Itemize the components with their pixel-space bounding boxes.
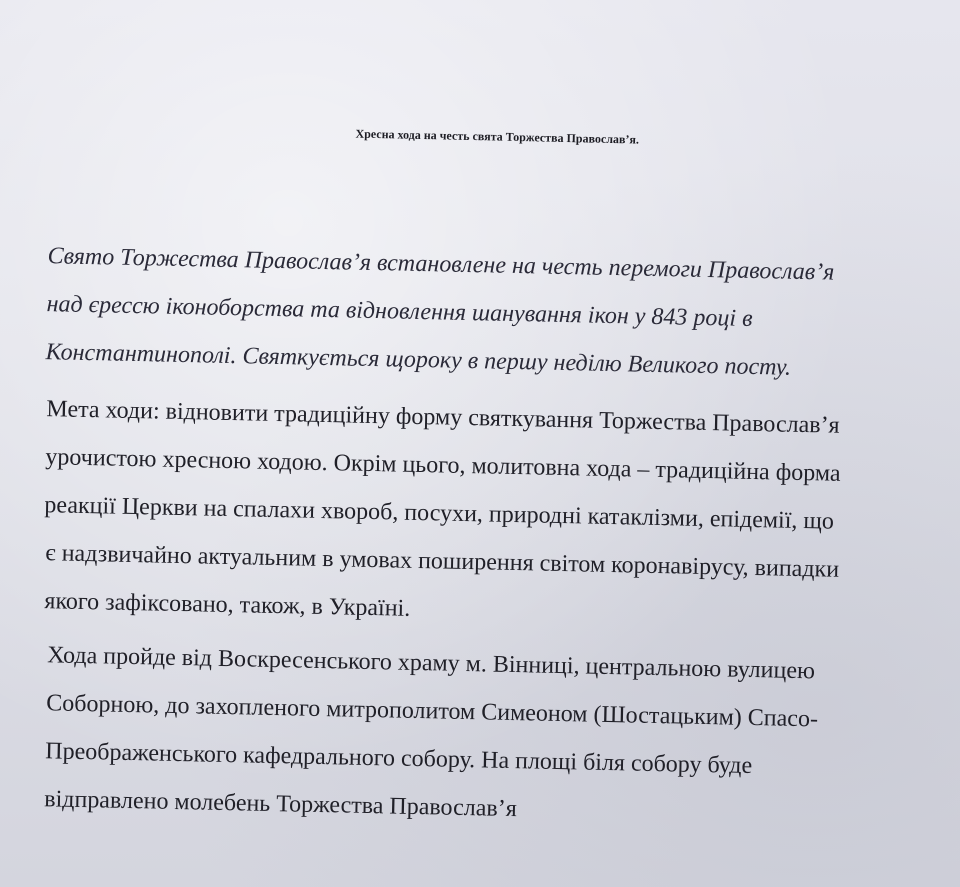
goal-line: є надзвичайно актуальним в умовах поширення світом коронавірусу, випадки <box>45 540 840 583</box>
document-title: Хресна хода на честь свята Торжества Православ’я. <box>355 126 640 147</box>
goal-line: урочистою хресною ходою. Окрім цього, молитовна хода – традиційна форма <box>45 444 841 487</box>
route-line: Соборною, до захопленого митрополитом Симеоном (Шостацьким) Спасо- <box>46 690 819 733</box>
route-line: відправлено молебень Торжества Православ’я <box>44 786 518 823</box>
intro-line: Константинополі. Святкується щороку в першу неділю Великого посту. <box>45 339 792 381</box>
intro-line: над єрессю іконоборства та відновлення шанування ікон у 843 році в <box>46 291 753 332</box>
goal-line: якого зафіксовано, також, в Україні. <box>44 588 411 622</box>
goal-line: реакції Церкви на спалахи хвороб, посухи, природні катаклізми, епідемії, що <box>44 492 835 535</box>
intro-line: Свято Торжества Православ’я встановлене на честь перемоги Православ’я <box>47 243 835 286</box>
goal-line: Мета ходи: відновити традиційну форму святкування Торжества Православ’я <box>46 396 840 439</box>
route-line: Преображенського кафедрального собору. На площі біля собору буде <box>45 738 753 780</box>
route-line: Хода пройде від Воскресенського храму м. Вінниці, центральною вулицею <box>47 642 816 685</box>
